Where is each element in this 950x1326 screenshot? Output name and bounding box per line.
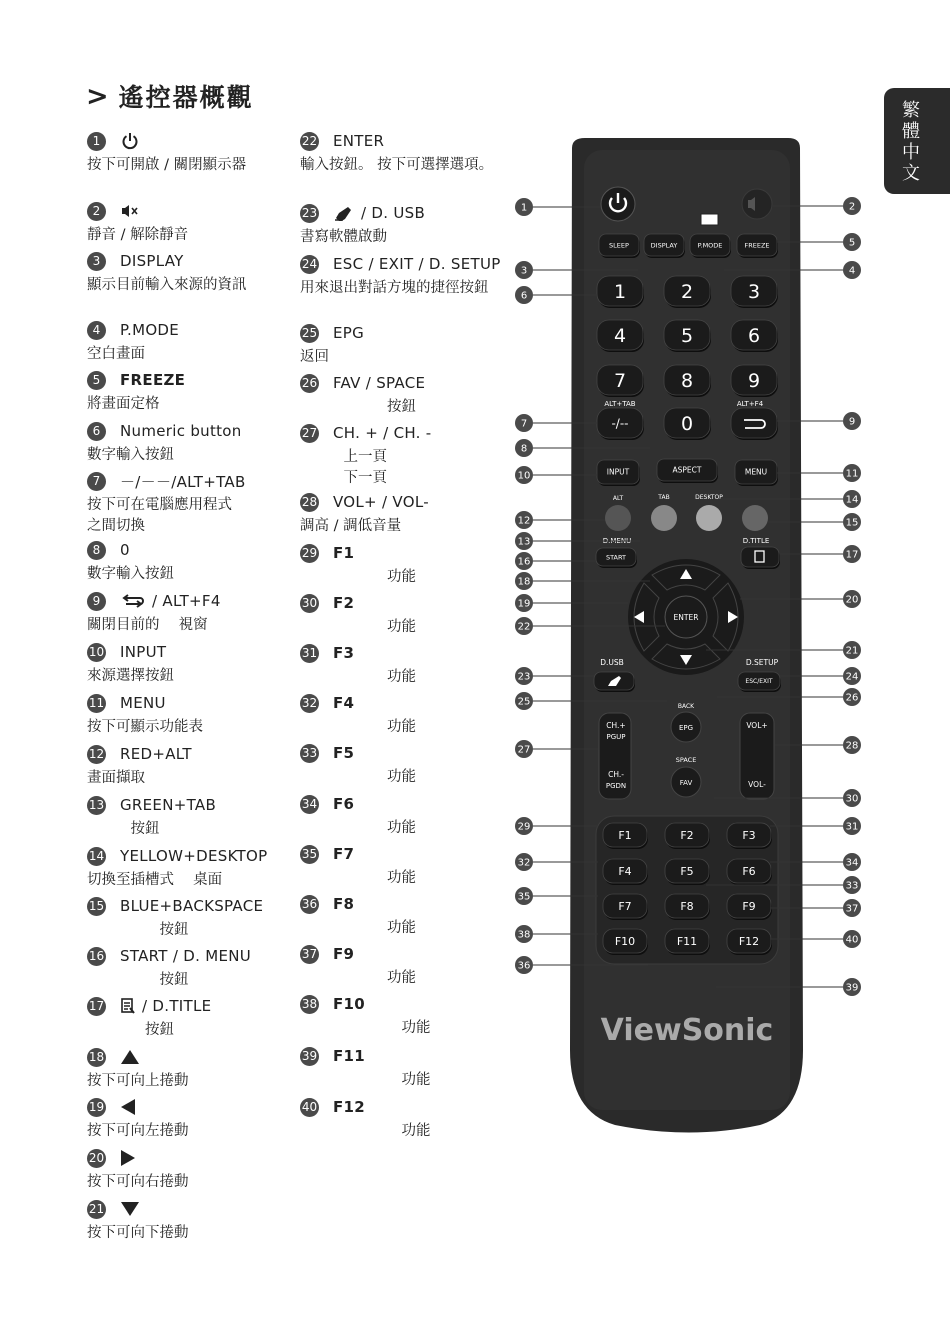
number-badge: 21 xyxy=(87,1200,106,1219)
digit-button-label: 9 xyxy=(747,369,761,392)
legend-description: 功能 xyxy=(300,1020,431,1036)
legend-description: 按下可向右捲動 xyxy=(87,1174,189,1190)
ch-down-label: CH.- xyxy=(608,770,624,779)
legend-label: F2 xyxy=(333,594,355,612)
callout-number: 28 xyxy=(845,740,859,752)
chevron-right-icon: > xyxy=(86,80,111,112)
return-button[interactable] xyxy=(731,408,777,438)
legend-description: 數字輸入按鈕 xyxy=(87,447,174,463)
callout-number: 20 xyxy=(845,594,859,606)
legend-description: 功能 xyxy=(300,870,416,886)
callout-number: 31 xyxy=(845,821,859,833)
number-badge: 9 xyxy=(87,592,106,611)
legend-label: F7 xyxy=(333,845,355,863)
callout-number: 35 xyxy=(517,891,531,903)
callout-number: 40 xyxy=(845,934,859,946)
ch-up-label: CH.+ xyxy=(606,721,626,730)
number-badge: 20 xyxy=(87,1149,106,1168)
callout-number: 2 xyxy=(848,201,856,213)
legend-label: F12 xyxy=(333,1098,366,1116)
legend-label: F11 xyxy=(333,1047,366,1065)
number-badge: 5 xyxy=(87,371,106,390)
dtitle-button[interactable] xyxy=(741,547,779,567)
number-badge: 24 xyxy=(300,255,319,274)
number-badge: 35 xyxy=(300,845,319,864)
number-badge: 15 xyxy=(87,897,106,916)
callout-number: 33 xyxy=(845,880,859,892)
number-badge: 34 xyxy=(300,795,319,814)
callout-number: 18 xyxy=(517,576,531,588)
legend-label: Numeric button xyxy=(120,422,242,440)
callout-number: 7 xyxy=(520,418,528,430)
alt-tab-label: ALT+TAB xyxy=(604,400,636,408)
number-badge: 10 xyxy=(87,643,106,662)
legend-description: 功能 xyxy=(300,970,416,986)
legend-label: FAV / SPACE xyxy=(333,374,426,392)
legend-description: 按下可開啟 / 關閉顯示器 xyxy=(87,157,247,173)
legend-description: 功能 xyxy=(300,569,416,585)
legend-description: 功能 xyxy=(300,619,416,635)
number-badge: 8 xyxy=(87,541,106,560)
legend-description: 調高 / 調低音量 xyxy=(300,518,402,534)
legend-description: 按下可顯示功能表 xyxy=(87,719,203,735)
number-badge: 13 xyxy=(87,796,106,815)
fav-label: FAV xyxy=(679,779,693,787)
digit-button-label: 8 xyxy=(680,369,694,392)
dsetup-label: D.SETUP xyxy=(745,658,779,667)
enter-label: ENTER xyxy=(673,613,699,622)
alt-label: ALT xyxy=(612,495,624,502)
legend-description: 功能 xyxy=(300,1072,431,1088)
legend-label: CH. + / CH. - xyxy=(333,424,432,442)
callout-number: 9 xyxy=(848,416,856,428)
legend-label: F10 xyxy=(333,995,366,1013)
legend-description: 輸入按鈕。 按下可選擇選項。 xyxy=(300,157,494,173)
page-title: > 遙控器概觀 xyxy=(86,80,254,112)
aspect-button-label: ASPECT xyxy=(672,465,702,475)
back-label: BACK xyxy=(677,703,695,710)
number-badge: 28 xyxy=(300,493,319,512)
vol-up-label: VOL+ xyxy=(746,721,768,730)
color-button[interactable] xyxy=(742,505,768,531)
digit-button-label: 3 xyxy=(747,280,761,303)
dash-button-label: -/-- xyxy=(611,416,629,431)
legend-description: 來源選擇按鈕 xyxy=(87,668,174,684)
digit-button-label: 1 xyxy=(613,280,627,303)
callout-number: 14 xyxy=(845,494,859,506)
legend-description: 數字輸入按鈕 xyxy=(87,566,174,582)
callout-number: 12 xyxy=(517,515,531,527)
color-button[interactable] xyxy=(696,505,722,531)
number-badge: 17 xyxy=(87,997,106,1016)
legend-description: 按鈕 xyxy=(87,972,189,988)
legend-description: 上一頁 下一頁 xyxy=(343,449,387,486)
callout-number: 15 xyxy=(845,517,859,529)
legend-label: MENU xyxy=(120,694,166,712)
start-button-label: START xyxy=(605,553,627,562)
legend-label: F3 xyxy=(333,644,355,662)
legend-label: F9 xyxy=(333,945,355,963)
power-button[interactable] xyxy=(601,187,635,221)
function-key-label: F9 xyxy=(742,899,756,913)
ir-window xyxy=(701,214,718,225)
number-badge: 23 xyxy=(300,204,319,223)
legend-description: 靜音 / 解除靜音 xyxy=(87,227,189,243)
callout-number: 3 xyxy=(520,265,528,277)
mute-button[interactable] xyxy=(742,189,772,219)
function-key-label: F3 xyxy=(742,828,756,842)
legend-description: 用來退出對話方塊的捷徑按鈕 xyxy=(300,280,489,296)
callout-number: 34 xyxy=(845,857,859,869)
pgdn-label: PGDN xyxy=(605,782,627,790)
legend-label: F8 xyxy=(333,895,355,913)
menu-button-label: MENU xyxy=(744,467,768,477)
dtitle-label: D.TITLE xyxy=(742,537,770,545)
legend-label: EPG xyxy=(333,324,365,342)
callout-number: 29 xyxy=(517,821,531,833)
callout-number: 39 xyxy=(845,982,859,994)
callout-number: 38 xyxy=(517,929,531,941)
legend-description: 關閉目前的 視窗 xyxy=(87,617,208,633)
color-button[interactable] xyxy=(651,505,677,531)
legend-label: INPUT xyxy=(120,643,167,661)
legend-label: 0 xyxy=(120,541,130,559)
legend-description: 功能 xyxy=(300,769,416,785)
legend-description: 畫面擷取 xyxy=(87,770,145,786)
callout-number: 1 xyxy=(520,202,528,214)
legend-description: 按鈕 xyxy=(87,922,189,938)
number-badge: 7 xyxy=(87,472,106,491)
legend-label: P.MODE xyxy=(120,321,180,339)
top-row-button-label: FREEZE xyxy=(744,241,770,250)
number-badge: 40 xyxy=(300,1098,319,1117)
legend-label: RED+ALT xyxy=(120,745,192,763)
callout-number: 27 xyxy=(517,744,531,756)
legend-label: F1 xyxy=(333,544,355,562)
legend-label: ENTER xyxy=(333,132,385,150)
number-badge: 19 xyxy=(87,1098,106,1117)
number-badge: 33 xyxy=(300,744,319,763)
callout-number: 13 xyxy=(517,536,531,548)
zero-button-label: 0 xyxy=(680,412,694,435)
number-badge: 6 xyxy=(87,422,106,441)
dmenu-label: D.MENU xyxy=(602,537,632,545)
input-button-label: INPUT xyxy=(606,467,630,477)
legend-description: 切換至插槽式 桌面 xyxy=(87,872,223,888)
legend-label: ESC / EXIT / D. SETUP xyxy=(333,255,501,273)
legend-label: YELLOW+DESKTOP xyxy=(120,847,268,865)
legend-label: F4 xyxy=(333,694,355,712)
callout-number: 32 xyxy=(517,857,531,869)
legend-description: 書寫軟體啟動 xyxy=(300,229,387,245)
legend-label: FREEZE xyxy=(120,371,186,389)
number-badge: 2 xyxy=(87,202,106,221)
legend-label: F5 xyxy=(333,744,355,762)
function-key-label: F2 xyxy=(680,828,694,842)
number-badge: 32 xyxy=(300,694,319,713)
color-button[interactable] xyxy=(605,505,631,531)
callout-number: 22 xyxy=(517,621,531,633)
number-badge: 29 xyxy=(300,544,319,563)
number-badge: 18 xyxy=(87,1048,106,1067)
legend-description: 按下可向上捲動 xyxy=(87,1073,189,1089)
legend-description: 功能 xyxy=(300,820,416,836)
callout-number: 10 xyxy=(517,470,531,482)
callout-number: 19 xyxy=(517,598,531,610)
legend-description: 顯示目前輸入來源的資訊 xyxy=(87,277,247,293)
digit-button-label: 7 xyxy=(613,369,627,392)
number-badge: 39 xyxy=(300,1047,319,1066)
top-row-button-label: P.MODE xyxy=(697,241,723,250)
number-badge: 12 xyxy=(87,745,106,764)
function-key-label: F7 xyxy=(618,899,632,913)
number-badge: 1 xyxy=(87,132,106,151)
legend-label: BLUE+BACKSPACE xyxy=(120,897,264,915)
legend-label: / D.TITLE xyxy=(142,997,212,1015)
callout-number: 6 xyxy=(520,290,528,302)
legend-description: 按鈕 xyxy=(87,821,160,837)
space-label: SPACE xyxy=(675,756,697,764)
top-row-button-label: SLEEP xyxy=(609,241,629,250)
legend-description: 功能 xyxy=(300,1123,431,1139)
digit-button-label: 2 xyxy=(680,280,694,303)
legend-label: / D. USB xyxy=(361,204,426,222)
language-tab[interactable]: 繁體中文 xyxy=(884,88,950,194)
legend-label: GREEN+TAB xyxy=(120,796,217,814)
number-badge: 30 xyxy=(300,594,319,613)
legend-label: －/－－/ALT+TAB xyxy=(120,472,246,491)
legend-description: 功能 xyxy=(300,920,416,936)
top-row-button-label: DISPLAY xyxy=(650,241,678,250)
callout-number: 8 xyxy=(520,443,528,455)
callout-number: 21 xyxy=(845,645,859,657)
callout-number: 16 xyxy=(517,556,531,568)
vol-down-label: VOL- xyxy=(748,780,766,789)
function-key-label: F8 xyxy=(680,899,694,913)
callout-number: 26 xyxy=(845,692,859,704)
function-key-label: F11 xyxy=(676,934,698,948)
function-key-label: F12 xyxy=(738,934,760,948)
number-badge: 36 xyxy=(300,895,319,914)
brand-logo: ViewSonic xyxy=(600,1013,774,1048)
legend-description: 功能 xyxy=(300,669,416,685)
legend-label: VOL+ / VOL- xyxy=(333,493,429,511)
legend-description: 按鈕 xyxy=(300,399,416,415)
legend-description: 按鈕 xyxy=(87,1022,174,1038)
function-key-label: F10 xyxy=(614,934,636,948)
legend-description: 空白畫面 xyxy=(87,346,145,362)
callout-number: 30 xyxy=(845,793,859,805)
legend-description: 按下可向下捲動 xyxy=(87,1225,189,1241)
legend-description: 按下可在電腦應用程式 之間切換 xyxy=(87,497,232,534)
legend-description: 按下可向左捲動 xyxy=(87,1123,189,1139)
callout-number: 37 xyxy=(845,903,859,915)
callout-number: 23 xyxy=(517,671,531,683)
callout-number: 4 xyxy=(848,265,856,277)
number-badge: 38 xyxy=(300,995,319,1014)
pgup-label: PGUP xyxy=(606,733,626,741)
callout-number: 17 xyxy=(845,549,859,561)
callout-number: 25 xyxy=(517,696,531,708)
dusb-label: D.USB xyxy=(600,658,624,667)
function-key-label: F4 xyxy=(618,864,632,878)
legend-label: F6 xyxy=(333,795,355,813)
legend-label: / ALT+F4 xyxy=(152,592,221,610)
legend-label: DISPLAY xyxy=(120,252,184,270)
digit-button-label: 4 xyxy=(613,324,627,347)
epg-label: EPG xyxy=(678,724,694,732)
number-badge: 26 xyxy=(300,374,319,393)
alt-f4-label: ALT+F4 xyxy=(736,400,764,408)
legend-label: START / D. MENU xyxy=(120,947,252,965)
callout-number: 24 xyxy=(845,671,859,683)
number-badge: 11 xyxy=(87,694,106,713)
number-badge: 4 xyxy=(87,321,106,340)
function-key-label: F5 xyxy=(680,864,694,878)
legend-description: 將畫面定格 xyxy=(87,396,160,412)
legend-description: 返回 xyxy=(300,349,329,365)
function-key-label: F1 xyxy=(618,828,632,842)
number-badge: 22 xyxy=(300,132,319,151)
legend-description: 功能 xyxy=(300,719,416,735)
number-badge: 27 xyxy=(300,424,319,443)
number-badge: 31 xyxy=(300,644,319,663)
number-badge: 37 xyxy=(300,945,319,964)
tab-label: TAB xyxy=(658,494,670,501)
callout-number: 36 xyxy=(517,960,531,972)
number-badge: 3 xyxy=(87,252,106,271)
desktop-label: DESKTOP xyxy=(695,494,723,501)
callout-number: 11 xyxy=(845,468,859,480)
digit-button-label: 5 xyxy=(680,324,694,347)
esc-exit-button-label: ESC/EXIT xyxy=(745,678,773,686)
number-badge: 25 xyxy=(300,324,319,343)
function-key-label: F6 xyxy=(742,864,756,878)
number-badge: 16 xyxy=(87,947,106,966)
number-badge: 14 xyxy=(87,847,106,866)
digit-button-label: 6 xyxy=(747,324,761,347)
callout-number: 5 xyxy=(848,237,856,249)
